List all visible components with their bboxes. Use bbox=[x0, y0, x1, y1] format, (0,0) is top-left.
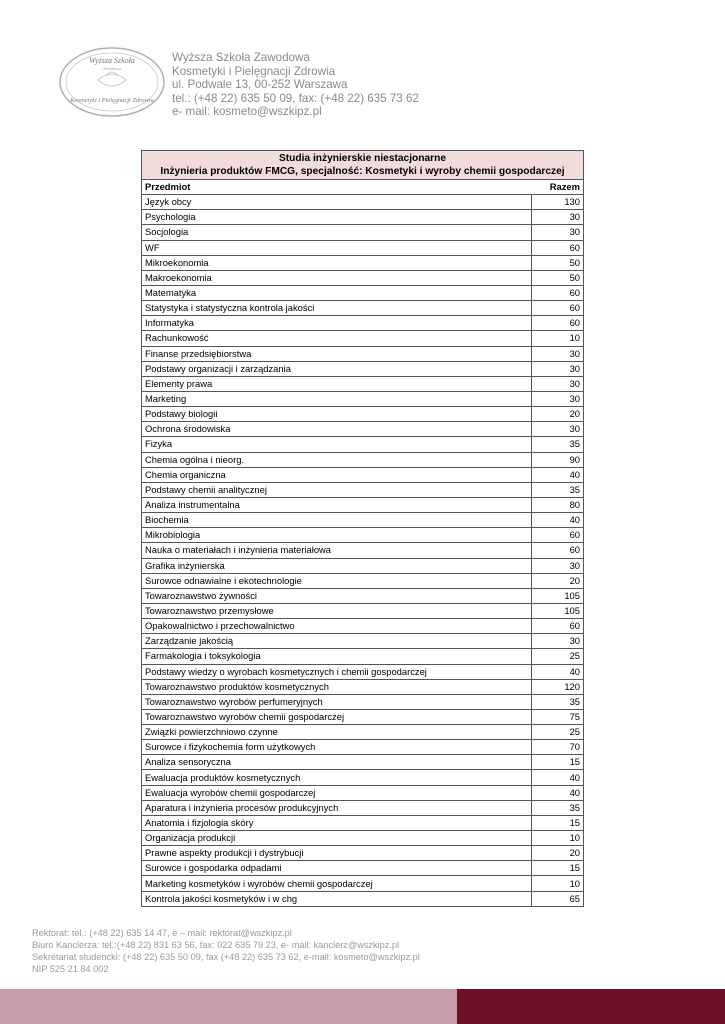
footer-student-office: Sekretariat studencki: (+48 22) 635 50 09, fax (+48 22) 635 73 62, e-mail: kosmeto@wszkipz.pl bbox=[32, 952, 420, 962]
table-row bbox=[142, 467, 584, 482]
subject-name: Mikrobiologia bbox=[142, 528, 532, 543]
subject-name: Chemia ogólna i nieorg. bbox=[142, 452, 532, 467]
table-title-block bbox=[141, 150, 584, 179]
subject-hours: 30 bbox=[531, 346, 584, 361]
footer-nip: NIP 525 21 84 002 bbox=[32, 964, 109, 974]
table-row bbox=[142, 301, 584, 316]
table-row bbox=[142, 573, 584, 588]
subject-hours: 15 bbox=[531, 815, 584, 830]
footer-rectorate: Rektorat: tel.: (+48 22) 635 14 47, e – mail: rektorat@wszkipz.pl bbox=[32, 928, 292, 938]
subject-name: Surowce i gospodarka odpadami bbox=[142, 861, 532, 876]
table-row bbox=[142, 891, 584, 906]
subject-hours: 20 bbox=[531, 407, 584, 422]
subject-hours: 30 bbox=[531, 391, 584, 406]
table-row bbox=[142, 709, 584, 724]
subject-hours: 65 bbox=[531, 891, 584, 906]
subject-name: Ochrona środowiska bbox=[142, 422, 532, 437]
subject-name: Socjologia bbox=[142, 225, 532, 240]
subject-name: Towaroznawstwo żywności bbox=[142, 588, 532, 603]
subject-name: Towaroznawstwo wyrobów chemii gospodarczej bbox=[142, 709, 532, 724]
table-row bbox=[142, 331, 584, 346]
subject-hours: 50 bbox=[531, 270, 584, 285]
subject-hours: 25 bbox=[531, 725, 584, 740]
subject-name: Towaroznawstwo produktów kosmetycznych bbox=[142, 679, 532, 694]
table-row bbox=[142, 240, 584, 255]
table-row bbox=[142, 861, 584, 876]
subject-name: Ewaluacja wyrobów chemii gospodarczej bbox=[142, 785, 532, 800]
subject-name: Aparatura i inżynieria procesów produkcyjnych bbox=[142, 800, 532, 815]
subject-name: Finanse przedsiębiorstwa bbox=[142, 346, 532, 361]
subject-hours: 40 bbox=[531, 785, 584, 800]
subject-name: Psychologia bbox=[142, 210, 532, 225]
table-row bbox=[142, 513, 584, 528]
footer-band-left bbox=[0, 989, 457, 1024]
subject-hours: 60 bbox=[531, 285, 584, 300]
subject-name: Rachunkowość bbox=[142, 331, 532, 346]
subject-name: Statystyka i statystyczna kontrola jakości bbox=[142, 301, 532, 316]
table-row bbox=[142, 831, 584, 846]
table-row bbox=[142, 316, 584, 331]
subject-hours: 40 bbox=[531, 664, 584, 679]
table-row bbox=[142, 725, 584, 740]
table-row bbox=[142, 603, 584, 618]
subject-name: Analiza sensoryczna bbox=[142, 755, 532, 770]
column-header-total: Razem bbox=[531, 180, 584, 195]
course-hours-table bbox=[141, 179, 584, 907]
subject-name: Kontrola jakości kosmetyków i w chg bbox=[142, 891, 532, 906]
subject-name: Biochemia bbox=[142, 513, 532, 528]
subject-hours: 75 bbox=[531, 709, 584, 724]
table-row bbox=[142, 679, 584, 694]
school-name-line2: Kosmetyki i Pielęgnacji Zdrowia bbox=[172, 64, 336, 78]
table-row bbox=[142, 770, 584, 785]
table-row bbox=[142, 588, 584, 603]
footer-contacts bbox=[32, 927, 420, 975]
subject-hours: 130 bbox=[531, 195, 584, 210]
subject-hours: 120 bbox=[531, 679, 584, 694]
table-row bbox=[142, 285, 584, 300]
subject-hours: 30 bbox=[531, 558, 584, 573]
subject-name: Nauka o materiałach i inżynieria materiałowa bbox=[142, 543, 532, 558]
subject-name: Matematyka bbox=[142, 285, 532, 300]
subject-hours: 105 bbox=[531, 603, 584, 618]
subject-hours: 70 bbox=[531, 740, 584, 755]
table-row bbox=[142, 270, 584, 285]
table-row bbox=[142, 437, 584, 452]
subject-name: Zarządzanie jakością bbox=[142, 634, 532, 649]
subject-hours: 35 bbox=[531, 437, 584, 452]
subject-hours: 10 bbox=[531, 831, 584, 846]
letterhead bbox=[172, 51, 419, 119]
subject-name: WF bbox=[142, 240, 532, 255]
subject-hours: 25 bbox=[531, 649, 584, 664]
school-logo-seal bbox=[58, 46, 166, 118]
school-address: ul. Podwale 13, 00-252 Warszawa bbox=[172, 78, 348, 92]
subject-hours: 60 bbox=[531, 543, 584, 558]
subject-name: Farmakologia i toksykologia bbox=[142, 649, 532, 664]
seal-small-text: Zawodowa bbox=[103, 66, 121, 71]
table-row bbox=[142, 497, 584, 512]
subject-hours: 30 bbox=[531, 376, 584, 391]
subject-hours: 40 bbox=[531, 467, 584, 482]
subject-name: Informatyka bbox=[142, 316, 532, 331]
school-name: Wyższa Szkoła Zawodowa bbox=[172, 51, 310, 64]
subject-name: Analiza instrumentalna bbox=[142, 497, 532, 512]
table-row bbox=[142, 785, 584, 800]
subject-hours: 35 bbox=[531, 694, 584, 709]
subject-name: Podstawy wiedzy o wyrobach kosmetycznych i chemii gospodarczej bbox=[142, 664, 532, 679]
table-row bbox=[142, 543, 584, 558]
subject-hours: 15 bbox=[531, 861, 584, 876]
table-row bbox=[142, 376, 584, 391]
subject-name: Grafika inżynierska bbox=[142, 558, 532, 573]
table-row bbox=[142, 634, 584, 649]
subject-name: Anatomia i fizjologia skóry bbox=[142, 815, 532, 830]
footer-band-right bbox=[457, 989, 725, 1024]
table-row bbox=[142, 391, 584, 406]
subject-name: Język obcy bbox=[142, 195, 532, 210]
footer-chancellor: Biuro Kanclerza: tel.:(+48 22) 831 63 56, fax: 022 635 79 23, e- mail: kanclerz@wszkipz.pl bbox=[32, 940, 400, 950]
subject-hours: 80 bbox=[531, 497, 584, 512]
subject-name: Marketing bbox=[142, 391, 532, 406]
table-header-row bbox=[142, 180, 584, 195]
school-email: e- mail: kosmeto@wszkipz.pl bbox=[172, 105, 322, 119]
course-table bbox=[141, 150, 584, 907]
table-row bbox=[142, 694, 584, 709]
table-row bbox=[142, 225, 584, 240]
table-row bbox=[142, 422, 584, 437]
subject-hours: 90 bbox=[531, 452, 584, 467]
subject-hours: 40 bbox=[531, 770, 584, 785]
table-row bbox=[142, 740, 584, 755]
subject-name: Podstawy biologii bbox=[142, 407, 532, 422]
school-phone-fax: tel.: (+48 22) 635 50 09, fax: (+48 22) 635 73 62 bbox=[172, 91, 419, 105]
subject-name: Organizacja produkcji bbox=[142, 831, 532, 846]
table-row bbox=[142, 361, 584, 376]
subject-name: Związki powierzchniowo czynne bbox=[142, 725, 532, 740]
subject-name: Makroekonomia bbox=[142, 270, 532, 285]
subject-name: Prawne aspekty produkcji i dystrybucji bbox=[142, 846, 532, 861]
table-row bbox=[142, 482, 584, 497]
table-row bbox=[142, 255, 584, 270]
subject-hours: 60 bbox=[531, 528, 584, 543]
table-row bbox=[142, 346, 584, 361]
table-row bbox=[142, 452, 584, 467]
table-row bbox=[142, 800, 584, 815]
subject-name: Opakowalnictwo i przechowalnictwo bbox=[142, 619, 532, 634]
table-row bbox=[142, 846, 584, 861]
subject-hours: 10 bbox=[531, 331, 584, 346]
subject-name: Surowce i fizykochemia form użytkowych bbox=[142, 740, 532, 755]
subject-name: Surowce odnawialne i ekotechnologie bbox=[142, 573, 532, 588]
subject-hours: 60 bbox=[531, 240, 584, 255]
subject-name: Chemia organiczna bbox=[142, 467, 532, 482]
subject-name: Podstawy organizacji i zarządzania bbox=[142, 361, 532, 376]
subject-hours: 60 bbox=[531, 619, 584, 634]
subject-name: Marketing kosmetyków i wyrobów chemii gospodarczej bbox=[142, 876, 532, 891]
column-header-subject: Przedmiot bbox=[142, 180, 532, 195]
subject-name: Towaroznawstwo przemysłowe bbox=[142, 603, 532, 618]
table-row bbox=[142, 755, 584, 770]
subject-hours: 105 bbox=[531, 588, 584, 603]
table-row bbox=[142, 876, 584, 891]
subject-hours: 30 bbox=[531, 422, 584, 437]
table-row bbox=[142, 649, 584, 664]
table-row bbox=[142, 619, 584, 634]
subject-hours: 60 bbox=[531, 316, 584, 331]
subject-hours: 10 bbox=[531, 876, 584, 891]
subject-hours: 50 bbox=[531, 255, 584, 270]
table-row bbox=[142, 528, 584, 543]
subject-hours: 30 bbox=[531, 225, 584, 240]
subject-hours: 30 bbox=[531, 634, 584, 649]
subject-name: Mikroekonomia bbox=[142, 255, 532, 270]
table-subtitle: Inżynieria produktów FMCG, specjalność: Kosmetyki i wyroby chemii gospodarczej bbox=[160, 166, 565, 177]
subject-hours: 35 bbox=[531, 482, 584, 497]
subject-hours: 35 bbox=[531, 800, 584, 815]
subject-hours: 30 bbox=[531, 210, 584, 225]
subject-hours: 40 bbox=[531, 513, 584, 528]
subject-hours: 15 bbox=[531, 755, 584, 770]
subject-name: Fizyka bbox=[142, 437, 532, 452]
table-row bbox=[142, 558, 584, 573]
subject-name: Elementy prawa bbox=[142, 376, 532, 391]
table-row bbox=[142, 195, 584, 210]
subject-name: Podstawy chemii analitycznej bbox=[142, 482, 532, 497]
table-row bbox=[142, 664, 584, 679]
seal-top-text: Wyższa Szkoła bbox=[89, 56, 135, 65]
subject-hours: 20 bbox=[531, 573, 584, 588]
subject-hours: 60 bbox=[531, 301, 584, 316]
seal-bottom-text: Kosmetyki i Pielęgnacji Zdrowia bbox=[70, 97, 154, 104]
table-row bbox=[142, 210, 584, 225]
subject-name: Towaroznawstwo wyrobów perfumeryjnych bbox=[142, 694, 532, 709]
table-title: Studia inżynierskie niestacjonarne bbox=[278, 153, 447, 164]
subject-name: Ewaluacja produktów kosmetycznych bbox=[142, 770, 532, 785]
table-row bbox=[142, 815, 584, 830]
subject-hours: 20 bbox=[531, 846, 584, 861]
subject-hours: 30 bbox=[531, 361, 584, 376]
table-row bbox=[142, 407, 584, 422]
